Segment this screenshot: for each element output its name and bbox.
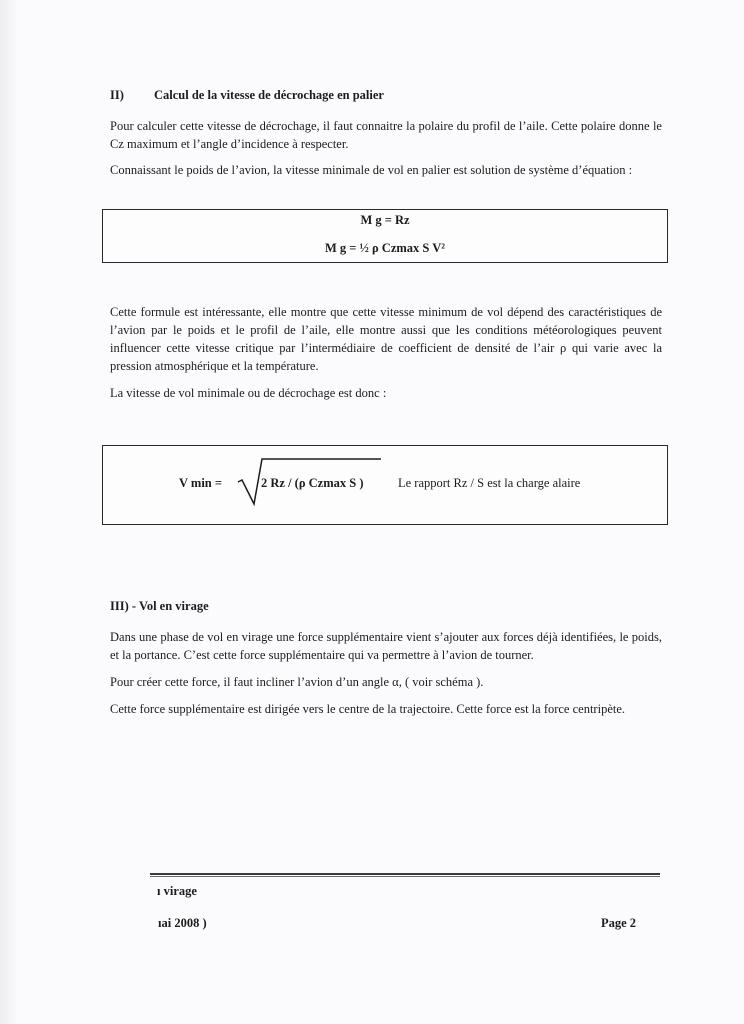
section-3-title: III) - Vol en virage <box>110 599 209 613</box>
section-2-heading <box>110 86 662 104</box>
section-3-paragraph-1: Dans une phase de vol en virage une force supplémentaire vient s’ajouter aux forces déjà identifiées, le poids, et la portance. C’est cette force supplémentaire qui va permettre à l’avion de tourner. <box>110 630 662 662</box>
section-2-number: II) <box>110 88 124 102</box>
section-2-title: Calcul de la vitesse de décrochage en palier <box>154 88 384 102</box>
footer-title: ı virage <box>157 884 197 898</box>
section-3-paragraph-2: Pour créer cette force, il faut incliner l’avion d’un angle α, ( voir schéma ). <box>110 675 484 689</box>
footer-divider <box>150 873 660 879</box>
section-3 <box>110 597 662 718</box>
wing-loading-note: Le rapport Rz / S est la charge alaire <box>398 476 581 490</box>
scan-page-edge <box>0 0 18 1024</box>
equation-system-box <box>102 209 668 263</box>
stall-speed-formula-box <box>102 445 668 525</box>
page-number: Page 2 <box>601 916 637 930</box>
section-2-paragraph-2: Connaissant le poids de l’avion, la vitesse minimale de vol en palier est solution de système d’équation : <box>110 163 633 177</box>
formula-lhs: V min = <box>179 476 223 490</box>
formula-radicand: 2 Rz / (ρ Czmax S ) <box>261 476 364 490</box>
section-2-continued <box>110 303 662 402</box>
equation-1: M g = Rz <box>360 213 410 227</box>
section-2-paragraph-3: Cette formule est intéressante, elle montre que cette vitesse minimum de vol dépend des caractéristiques de l’avion par le poids et le profil de l’aile, elle montre aussi que les conditions météorologiques peuvent influencer cette vitesse critique par l’intermédiaire de coefficient de densité de l’air ρ qui varie avec la pression atmosphérique et la température. <box>110 305 662 373</box>
footer-date: ıai 2008 ) <box>158 916 207 930</box>
section-2-paragraph-1: Pour calculer cette vitesse de décrochage, il faut connaitre la polaire du profil de l’aile. Cette polaire donne le Cz maximum et l’angle d’incidence à respecter. <box>110 119 662 151</box>
section-3-paragraph-3: Cette force supplémentaire est dirigée vers le centre de la trajectoire. Cette force est la force centripète. <box>110 702 626 716</box>
equation-2: M g = ½ ρ Czmax S V² <box>324 241 446 255</box>
section-2-paragraph-4: La vitesse de vol minimale ou de décrochage est donc : <box>110 386 387 400</box>
section-2 <box>110 86 662 179</box>
